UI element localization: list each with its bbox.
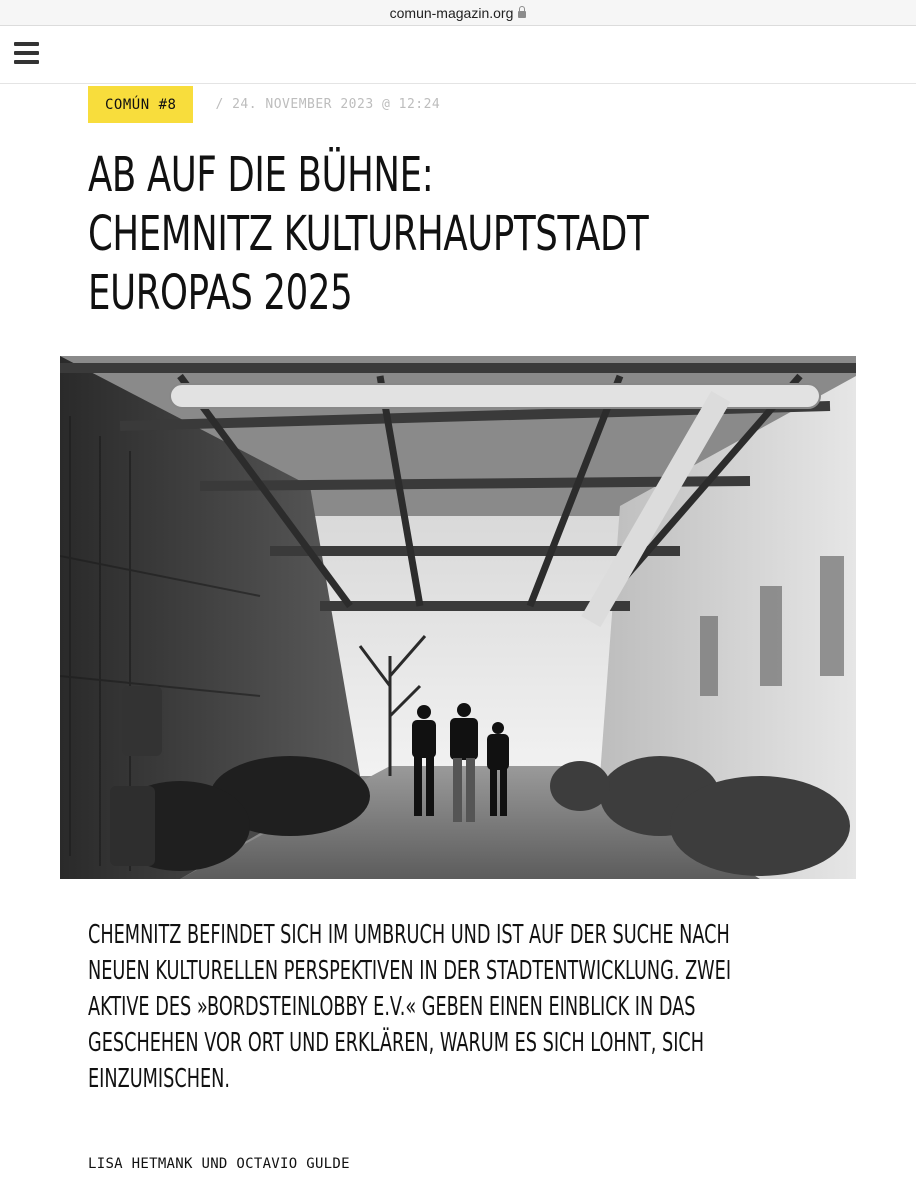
hamburger-menu-icon[interactable] <box>14 42 39 64</box>
category-badge[interactable]: COMÚN #8 <box>88 86 193 123</box>
browser-address-bar[interactable] <box>0 0 916 26</box>
publish-date: / 24. NOVEMBER 2023 @ 12:24 <box>215 97 441 112</box>
site-header <box>0 26 916 84</box>
article-lead: CHEMNITZ BEFINDET SICH IM UMBRUCH UND IST AUF DER SUCHE NACH NEUEN KULTURELLEN PERSPEKTIVEN IN DER STADTENTWICKLUNG. ZWEI AKTIVE DES »BORDSTEINLOBBY E.V.« GEBEN EINEN EINBLICK IN DAS GESCHEHEN VOR ORT UND ERKLÄREN, WARUM ES SICH LOHNT, SICH EINZUMISCHEN. <box>88 920 732 1094</box>
article-meta <box>88 86 440 123</box>
url-text[interactable]: comun-magazin.org <box>389 4 514 21</box>
article-title: AB AUF DIE BÜHNE: CHEMNITZ KULTURHAUPTSTADT EUROPAS 2025 <box>88 147 649 321</box>
hero-image <box>60 356 856 879</box>
article-author[interactable]: LISA HETMANK UND OCTAVIO GULDE <box>88 1156 350 1172</box>
lock-icon <box>518 11 526 18</box>
